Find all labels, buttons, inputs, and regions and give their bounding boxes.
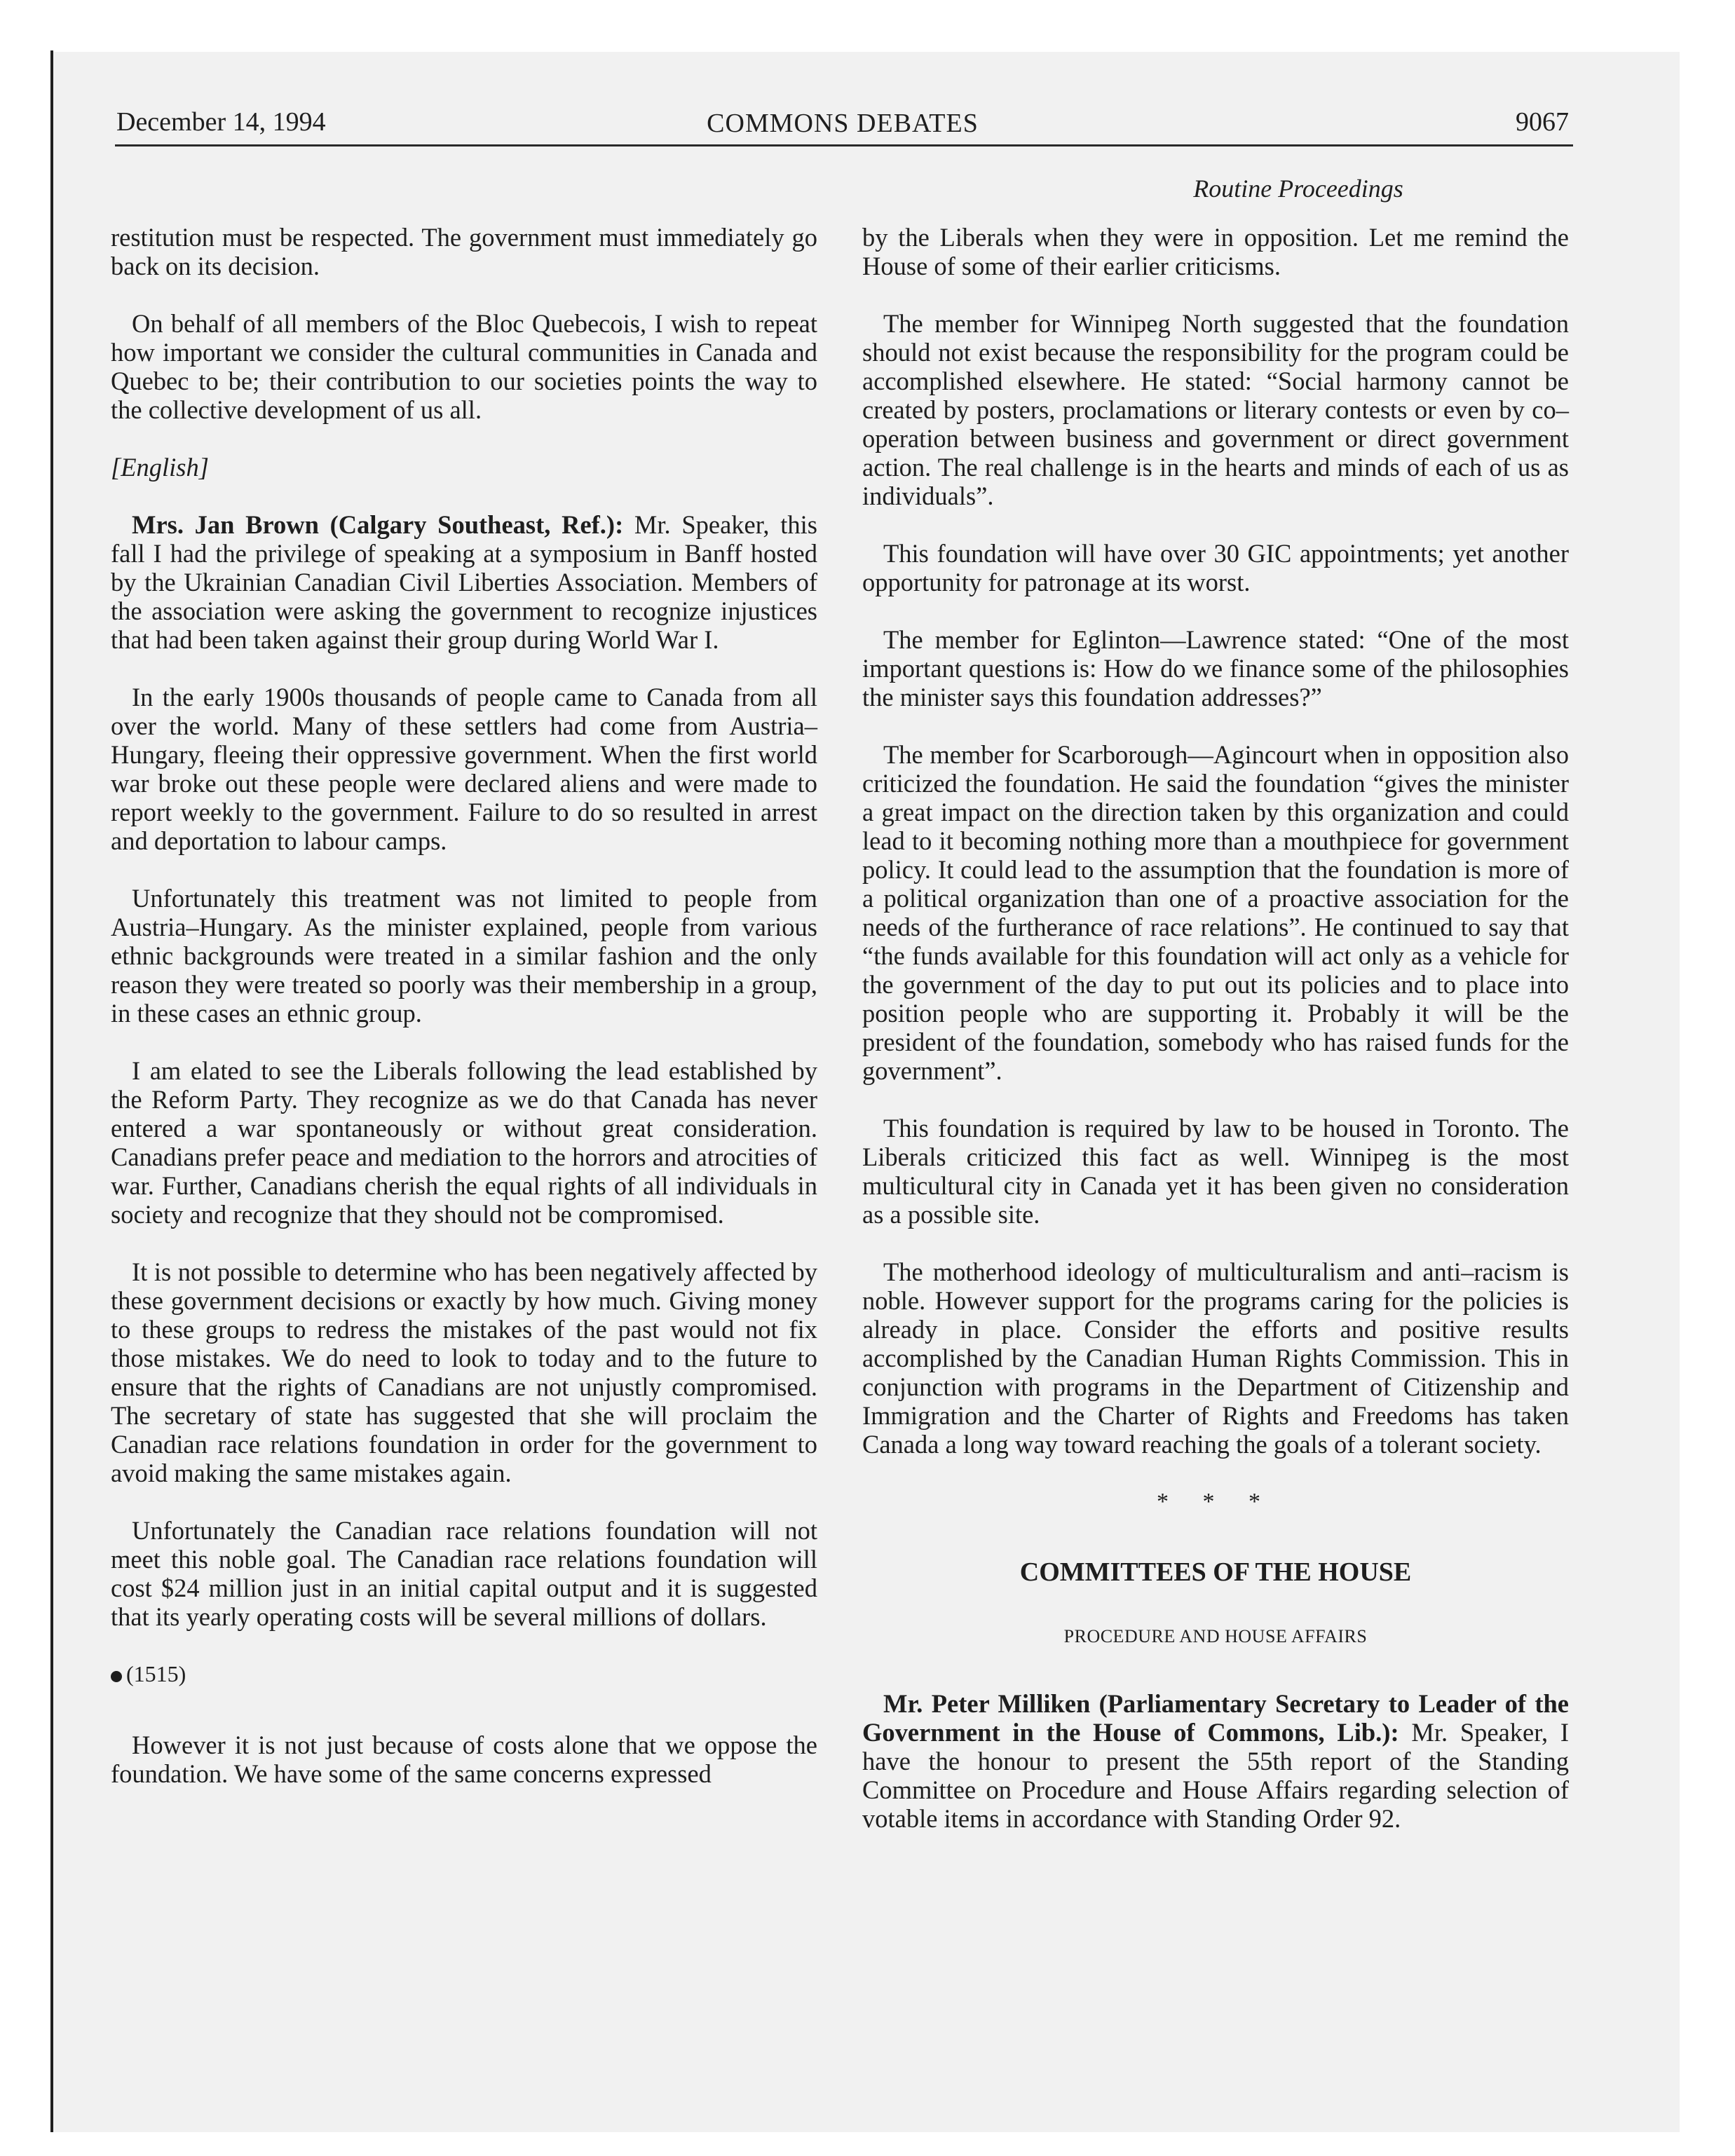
bullet-icon — [111, 1671, 122, 1682]
section-separator: * * * — [1157, 1489, 1274, 1515]
paragraph: This foundation will have over 30 GIC appointments; yet another opportunity for patronage at its worst. — [862, 539, 1569, 596]
header-title: COMMONS DEBATES — [707, 109, 979, 138]
committee-heading: COMMITTEES OF THE HOUSE — [1019, 1557, 1412, 1587]
paragraph: It is not possible to determine who has been negatively affected by these government decisions or exactly by how much. Giving money to these groups to redress the mistakes of the past would not fix those mistakes. We do need to look to today and to the future to ensure that the rights of Canadians are not unjustly compromised. The secretary of state has suggested that she will proclaim the Canadian race relations foundation in order for the government to avoid making the same mistakes again. — [111, 1257, 817, 1487]
header-page-number: 9067 — [1516, 107, 1569, 137]
speaker-name: Mr. Peter Milliken (Parliamentary Secretary to Leader of the Government in the House of Commons, Lib.): — [862, 1689, 1569, 1747]
time-stamp-text: (1515) — [126, 1661, 186, 1686]
speech-text: Mr. Speaker, this fall I had the privilege of speaking at a symposium in Banff hosted by the Ukrainian Canadian Civil Liberties Association. Members of the association were asking the government to recognize injustices that had been taken against their group during World War I. — [111, 510, 817, 654]
paragraph: restitution must be respected. The government must immediately go back on its decision. — [111, 223, 817, 280]
language-marker: [English] — [111, 453, 209, 482]
left-column — [111, 223, 817, 1817]
paragraph: The member for Winnipeg North suggested that the foundation should not exist because the responsibility for the program could be accomplished elsewhere. He stated: “Social harmony cannot be created by posters, proclamations or literary contests or even by co–operation between business and government or direct government action. The real challenge is in the hearts and minds of each of us as individuals”. — [862, 309, 1569, 510]
paragraph: The member for Eglinton—Lawrence stated: “One of the most important questions is: How do we finance some of the philosophies the minister says this foundation addresses?” — [862, 625, 1569, 711]
speech-text: Mr. Speaker, I have the honour to present the 55th report of the Standing Committee on Procedure and House Affairs regarding selection of votable items in accordance with Standing Order 92. — [862, 1718, 1569, 1833]
section-label: Routine Proceedings — [1193, 175, 1403, 203]
scan-margin — [0, 0, 50, 2156]
paragraph: by the Liberals when they were in opposition. Let me remind the House of some of their earlier criticisms. — [862, 223, 1569, 280]
committee-subheading: PROCEDURE AND HOUSE AFFAIRS — [1063, 1626, 1368, 1646]
paragraph: In the early 1900s thousands of people came to Canada from all over the world. Many of these settlers had come from Austria–Hungary, fleeing their oppressive government. When the first world war broke out these people were declared aliens and were made to report weekly to the government. Failure to do so resulted in arrest and deportation to labour camps. — [111, 683, 817, 855]
time-stamp — [111, 1660, 817, 1688]
paragraph: Unfortunately the Canadian race relations foundation will not meet this noble goal. The Canadian race relations foundation will cost $24 million just in an initial capital output and it is suggested that its yearly operating costs will be several millions of dollars. — [111, 1516, 817, 1631]
paragraph: Unfortunately this treatment was not limited to people from Austria–Hungary. As the minister explained, people from various ethnic backgrounds were treated in a similar fashion and the only reason they were treated so poorly was their membership in a group, in these cases an ethnic group. — [111, 884, 817, 1028]
speaker-paragraph — [111, 510, 817, 654]
right-column — [862, 223, 1569, 1862]
paragraph: The motherhood ideology of multiculturalism and anti–racism is noble. However support for the programs caring for the policies is already in place. Consider the efforts and positive results accomplished by the Canadian Human Rights Commission. This in conjunction with programs in the Department of Citizenship and Immigration and the Charter of Rights and Freedoms has taken Canada a long way toward reaching the goals of a tolerant society. — [862, 1257, 1569, 1459]
paragraph: However it is not just because of costs alone that we oppose the foundation. We have some of the same concerns expressed — [111, 1731, 817, 1788]
header-rule — [115, 144, 1573, 146]
paragraph: On behalf of all members of the Bloc Quebecois, I wish to repeat how important we consider the cultural communities in Canada and Quebec to be; their contribution to our societies points the way to the collective development of us all. — [111, 309, 817, 424]
speaker-name: Mrs. Jan Brown (Calgary Southeast, Ref.): — [132, 510, 624, 539]
speaker-paragraph — [862, 1689, 1569, 1833]
paragraph: The member for Scarborough—Agincourt when in opposition also criticized the foundation. He said the foundation “gives the minister a great impact on the direction taken by this organization and could lead to it becoming nothing more than a mouthpiece for government policy. It could lead to the assumption that the foundation is more of a political organization than one of a proactive association for the needs of the furtherance of race relations”. He continued to say that “the funds available for this foundation will act only as a vehicle for the government of the day to put out its policies and to place into position people who are supporting it. Probably it will be the president of the foundation, somebody who has raised funds for the government”. — [862, 740, 1569, 1085]
paragraph: This foundation is required by law to be housed in Toronto. The Liberals criticized this fact as well. Winnipeg is the most multicultural city in Canada yet it has been given no consideration as a possible site. — [862, 1114, 1569, 1229]
page-header — [116, 49, 1569, 138]
paragraph: I am elated to see the Liberals following the lead established by the Reform Party. They recognize as we do that Canada has never entered a war spontaneously or without great consideration. Canadians prefer peace and mediation to the horrors and atrocities of war. Further, Canadians cherish the equal rights of all individuals in society and recognize that they should not be compromised. — [111, 1056, 817, 1229]
header-date: December 14, 1994 — [116, 107, 326, 137]
